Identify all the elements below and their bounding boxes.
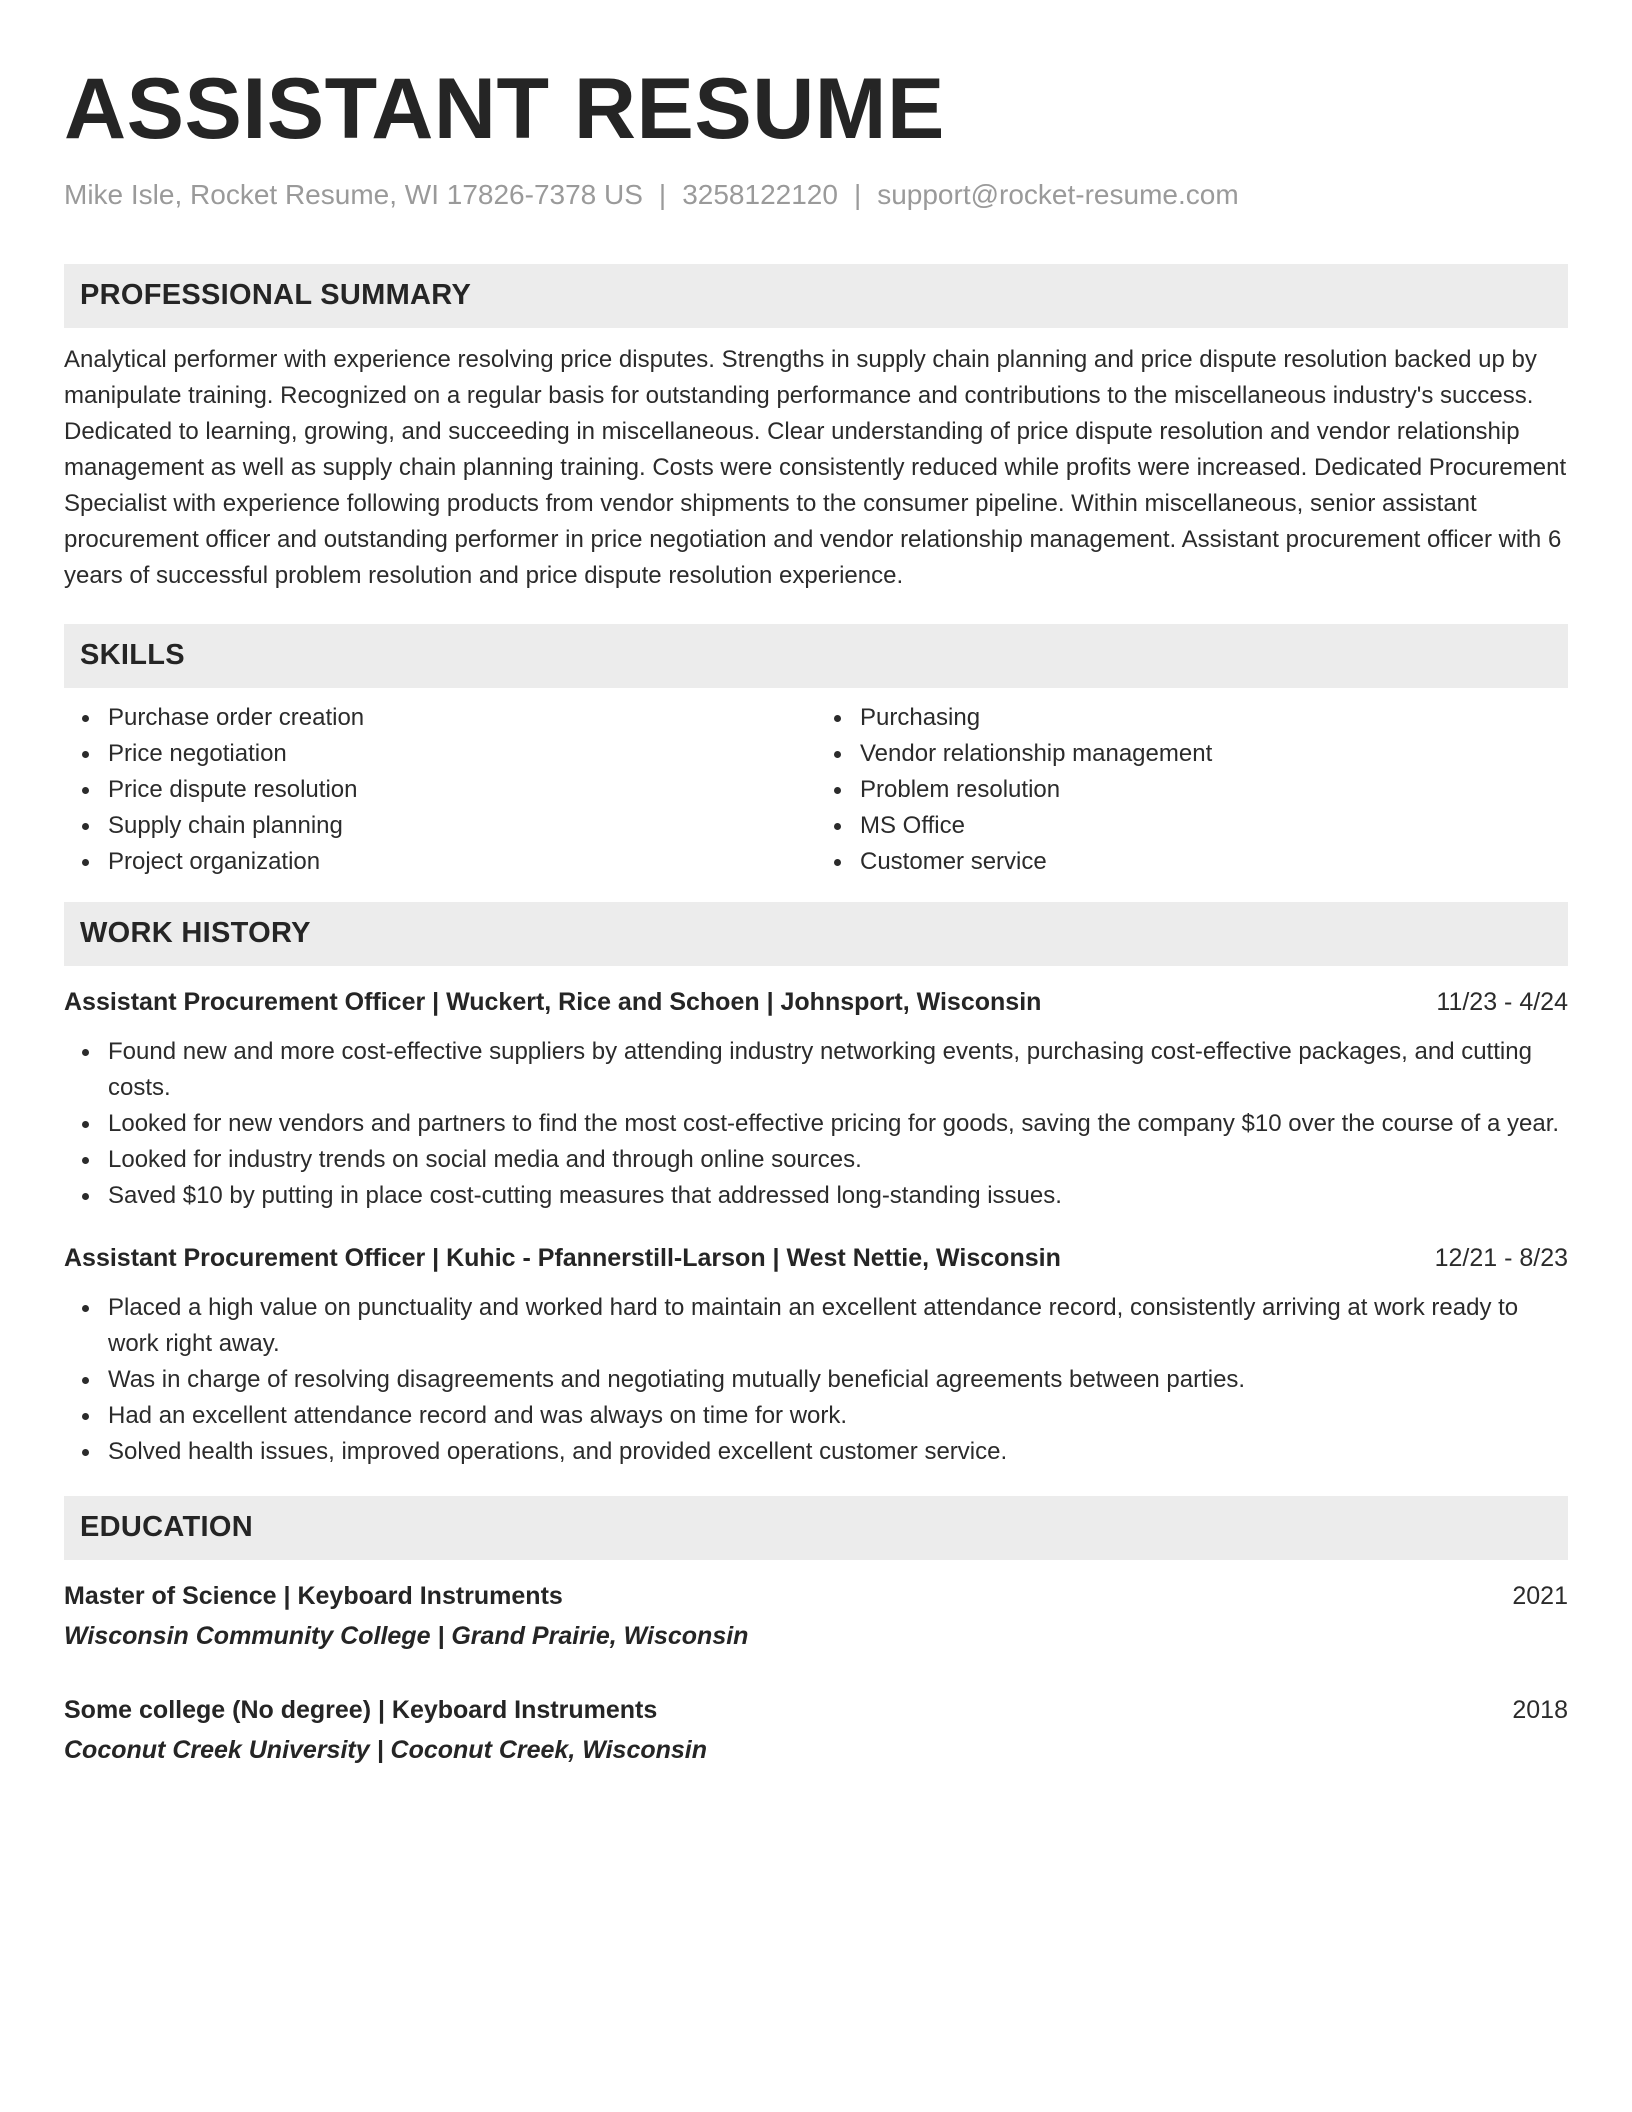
contact-line — [64, 178, 1568, 212]
education-section-header: EDUCATION — [64, 1496, 1568, 1560]
skill-item: Problem resolution — [860, 772, 1568, 808]
education-school: Wisconsin Community College | Grand Prairie, Wisconsin — [64, 1621, 749, 1650]
skills-list — [64, 700, 1568, 880]
job-title-row — [64, 984, 1568, 1020]
job-title: Assistant Procurement Officer | Kuhic - Pfannerstill-Larson | West Nettie, Wisconsin — [64, 1243, 1061, 1272]
education-row — [64, 1692, 1568, 1728]
contact-phone: 3258122120 — [682, 179, 838, 210]
education-entry — [64, 1692, 1568, 1768]
job-bullet: Looked for industry trends on social media and through online sources. — [108, 1142, 1568, 1178]
job-bullet: Placed a high value on punctuality and worked hard to maintain an excellent attendance record, consistently arriving at work ready to work right away. — [108, 1290, 1568, 1362]
job-dates: 11/23 - 4/24 — [1436, 987, 1568, 1016]
skill-item: Supply chain planning — [108, 808, 816, 844]
job-bullet: Was in charge of resolving disagreements and negotiating mutually beneficial agreements between parties. — [108, 1362, 1568, 1398]
job-bullet: Saved $10 by putting in place cost-cutting measures that addressed long-standing issues. — [108, 1178, 1568, 1214]
job-title: Assistant Procurement Officer | Wuckert, Rice and Schoen | Johnsport, Wisconsin — [64, 987, 1042, 1016]
skill-item: Vendor relationship management — [860, 736, 1568, 772]
skill-item: Purchasing — [860, 700, 1568, 736]
job-bullet: Solved health issues, improved operations, and provided excellent customer service. — [108, 1434, 1568, 1470]
education-degree: Master of Science | Keyboard Instruments — [64, 1581, 563, 1610]
summary-section-header: PROFESSIONAL SUMMARY — [64, 264, 1568, 328]
job-bullets — [64, 1290, 1568, 1470]
job-entry — [64, 1240, 1568, 1470]
job-title-row — [64, 1240, 1568, 1276]
skill-item: Price negotiation — [108, 736, 816, 772]
contact-email: support@rocket-resume.com — [877, 179, 1239, 210]
contact-separator: | — [658, 179, 667, 210]
skills-section-header: SKILLS — [64, 624, 1568, 688]
job-bullets — [64, 1034, 1568, 1214]
skill-item: Project organization — [108, 844, 816, 880]
education-year: 2021 — [1512, 1581, 1568, 1610]
job-bullet: Had an excellent attendance record and was always on time for work. — [108, 1398, 1568, 1434]
education-entry — [64, 1578, 1568, 1654]
education-year: 2018 — [1512, 1695, 1568, 1724]
skill-item: MS Office — [860, 808, 1568, 844]
skill-item: Purchase order creation — [108, 700, 816, 736]
skill-item: Customer service — [860, 844, 1568, 880]
contact-separator: | — [853, 179, 862, 210]
skills-column-left — [64, 700, 816, 880]
skill-item: Price dispute resolution — [108, 772, 816, 808]
skills-column-right — [816, 700, 1568, 880]
education-degree: Some college (No degree) | Keyboard Instruments — [64, 1695, 658, 1724]
job-bullet: Found new and more cost-effective suppliers by attending industry networking events, purchasing cost-effective packages, and cutting costs. — [108, 1034, 1568, 1106]
job-dates: 12/21 - 8/23 — [1434, 1243, 1568, 1272]
job-bullet: Looked for new vendors and partners to find the most cost-effective pricing for goods, saving the company $10 over the course of a year. — [108, 1106, 1568, 1142]
education-row — [64, 1578, 1568, 1614]
contact-address: Mike Isle, Rocket Resume, WI 17826-7378 US — [64, 179, 643, 210]
work-history-section-header: WORK HISTORY — [64, 902, 1568, 966]
summary-text: Analytical performer with experience resolving price disputes. Strengths in supply chain planning and price dispute resolution backed up by manipulate training. Recognized on a regular basis for outstanding performance and contributions to the miscellaneous industry's success. Dedicated to learning, growing, and succeeding in miscellaneous. Clear understanding of price dispute resolution and vendor relationship management as well as supply chain planning training. Costs were consistently reduced while profits were increased. Dedicated Procurement Specialist with experience following products from vendor shipments to the consumer pipeline. Within miscellaneous, senior assistant procurement officer and outstanding performer in price negotiation and vendor relationship management. Assistant procurement officer with 6 years of successful problem resolution and price dispute resolution experience. — [64, 345, 1567, 589]
job-entry — [64, 984, 1568, 1214]
resume-title: ASSISTANT RESUME — [64, 61, 945, 157]
education-school: Coconut Creek University | Coconut Creek, Wisconsin — [64, 1735, 708, 1764]
